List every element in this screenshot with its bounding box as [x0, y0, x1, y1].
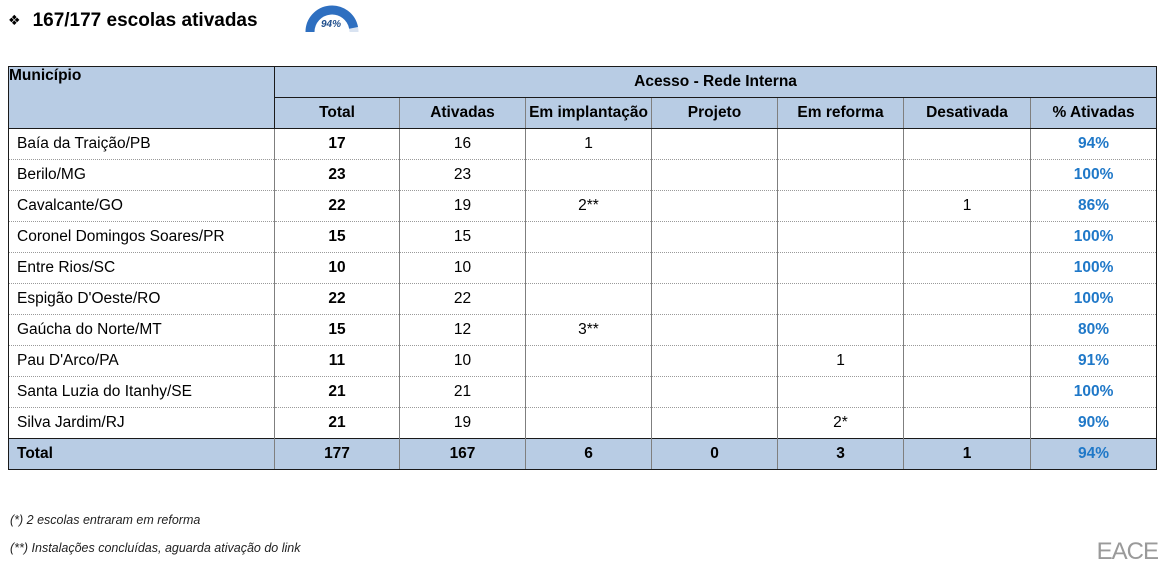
cell-projeto — [652, 160, 778, 191]
table-row — [9, 129, 1157, 160]
cell-projeto — [652, 129, 778, 160]
cell-em-reforma — [778, 222, 904, 253]
diamond-bullet-icon: ❖ — [8, 13, 21, 29]
col-header-ativadas: Ativadas — [400, 98, 526, 129]
total-total: 177 — [275, 439, 400, 470]
gauge-chart — [304, 4, 360, 34]
col-header-em-reforma: Em reforma — [778, 98, 904, 129]
cell-total: 11 — [275, 346, 400, 377]
cell-projeto — [652, 284, 778, 315]
cell-em-implantacao — [526, 346, 652, 377]
cell-ativadas: 19 — [400, 191, 526, 222]
cell-projeto — [652, 315, 778, 346]
cell-desativada — [904, 253, 1031, 284]
cell-desativada — [904, 346, 1031, 377]
cell-pct-ativadas: 100% — [1031, 222, 1157, 253]
cell-pct-ativadas: 90% — [1031, 408, 1157, 439]
cell-em-reforma — [778, 129, 904, 160]
footnote-reforma: (*) 2 escolas entraram em reforma — [10, 513, 201, 527]
cell-em-implantacao — [526, 377, 652, 408]
cell-ativadas: 19 — [400, 408, 526, 439]
cell-em-reforma — [778, 191, 904, 222]
cell-em-implantacao — [526, 408, 652, 439]
cell-desativada — [904, 315, 1031, 346]
cell-ativadas: 23 — [400, 160, 526, 191]
cell-em-reforma: 2* — [778, 408, 904, 439]
col-header-total: Total — [275, 98, 400, 129]
cell-municipio: Entre Rios/SC — [9, 253, 275, 284]
cell-municipio: Santa Luzia do Itanhy/SE — [9, 377, 275, 408]
table-row — [9, 315, 1157, 346]
cell-desativada: 1 — [904, 191, 1031, 222]
cell-municipio: Cavalcante/GO — [9, 191, 275, 222]
cell-projeto — [652, 191, 778, 222]
cell-pct-ativadas: 86% — [1031, 191, 1157, 222]
cell-ativadas: 22 — [400, 284, 526, 315]
cell-desativada — [904, 222, 1031, 253]
cell-total: 15 — [275, 315, 400, 346]
table-row — [9, 160, 1157, 191]
footnote-implantacao: (**) Instalações concluídas, aguarda ativação do link — [10, 541, 301, 555]
total-ativadas: 167 — [400, 439, 526, 470]
cell-ativadas: 21 — [400, 377, 526, 408]
cell-municipio: Silva Jardim/RJ — [9, 408, 275, 439]
cell-desativada — [904, 129, 1031, 160]
cell-pct-ativadas: 100% — [1031, 253, 1157, 284]
table-row — [9, 377, 1157, 408]
cell-em-reforma — [778, 377, 904, 408]
cell-total: 21 — [275, 377, 400, 408]
cell-pct-ativadas: 94% — [1031, 129, 1157, 160]
gauge-label: 94% — [320, 19, 342, 30]
total-desativada: 1 — [904, 439, 1031, 470]
schools-table — [8, 66, 1157, 470]
cell-desativada — [904, 377, 1031, 408]
cell-municipio: Espigão D'Oeste/RO — [9, 284, 275, 315]
col-header-em-implantacao: Em implantação — [526, 98, 652, 129]
eace-logo: EACE — [1096, 538, 1158, 565]
total-pct-ativadas: 94% — [1031, 439, 1157, 470]
cell-municipio: Baía da Traição/PB — [9, 129, 275, 160]
cell-ativadas: 10 — [400, 346, 526, 377]
total-em-reforma: 3 — [778, 439, 904, 470]
cell-em-reforma — [778, 160, 904, 191]
cell-total: 23 — [275, 160, 400, 191]
table-row — [9, 408, 1157, 439]
cell-em-reforma — [778, 253, 904, 284]
cell-pct-ativadas: 100% — [1031, 377, 1157, 408]
headline: 167/177 escolas ativadas — [32, 10, 258, 31]
table-row — [9, 222, 1157, 253]
table-row — [9, 191, 1157, 222]
cell-ativadas: 10 — [400, 253, 526, 284]
table-row — [9, 253, 1157, 284]
cell-total: 15 — [275, 222, 400, 253]
cell-projeto — [652, 408, 778, 439]
cell-projeto — [652, 346, 778, 377]
cell-ativadas: 16 — [400, 129, 526, 160]
cell-em-implantacao — [526, 253, 652, 284]
total-label: Total — [9, 439, 275, 470]
cell-em-implantacao — [526, 284, 652, 315]
col-header-desativada: Desativada — [904, 98, 1031, 129]
cell-projeto — [652, 222, 778, 253]
cell-pct-ativadas: 91% — [1031, 346, 1157, 377]
table-row — [9, 284, 1157, 315]
cell-total: 10 — [275, 253, 400, 284]
cell-total: 17 — [275, 129, 400, 160]
cell-pct-ativadas: 100% — [1031, 284, 1157, 315]
group-header: Acesso - Rede Interna — [275, 67, 1157, 98]
cell-municipio: Coronel Domingos Soares/PR — [9, 222, 275, 253]
cell-em-implantacao: 3** — [526, 315, 652, 346]
cell-em-implantacao: 2** — [526, 191, 652, 222]
cell-total: 22 — [275, 284, 400, 315]
table-row — [9, 346, 1157, 377]
cell-em-implantacao — [526, 222, 652, 253]
cell-desativada — [904, 408, 1031, 439]
col-header-pct-ativadas: % Ativadas — [1031, 98, 1157, 129]
municipio-header: Município — [9, 67, 275, 129]
cell-municipio: Pau D'Arco/PA — [9, 346, 275, 377]
cell-projeto — [652, 253, 778, 284]
cell-municipio: Gaúcha do Norte/MT — [9, 315, 275, 346]
total-row — [9, 439, 1157, 470]
page-header — [8, 4, 258, 38]
cell-total: 21 — [275, 408, 400, 439]
cell-desativada — [904, 284, 1031, 315]
total-projeto: 0 — [652, 439, 778, 470]
cell-ativadas: 12 — [400, 315, 526, 346]
cell-pct-ativadas: 80% — [1031, 315, 1157, 346]
cell-desativada — [904, 160, 1031, 191]
cell-pct-ativadas: 100% — [1031, 160, 1157, 191]
cell-em-reforma: 1 — [778, 346, 904, 377]
cell-ativadas: 15 — [400, 222, 526, 253]
cell-municipio: Berilo/MG — [9, 160, 275, 191]
cell-em-reforma — [778, 284, 904, 315]
cell-em-implantacao — [526, 160, 652, 191]
cell-projeto — [652, 377, 778, 408]
total-em-implantacao: 6 — [526, 439, 652, 470]
cell-em-reforma — [778, 315, 904, 346]
cell-em-implantacao: 1 — [526, 129, 652, 160]
cell-total: 22 — [275, 191, 400, 222]
col-header-projeto: Projeto — [652, 98, 778, 129]
